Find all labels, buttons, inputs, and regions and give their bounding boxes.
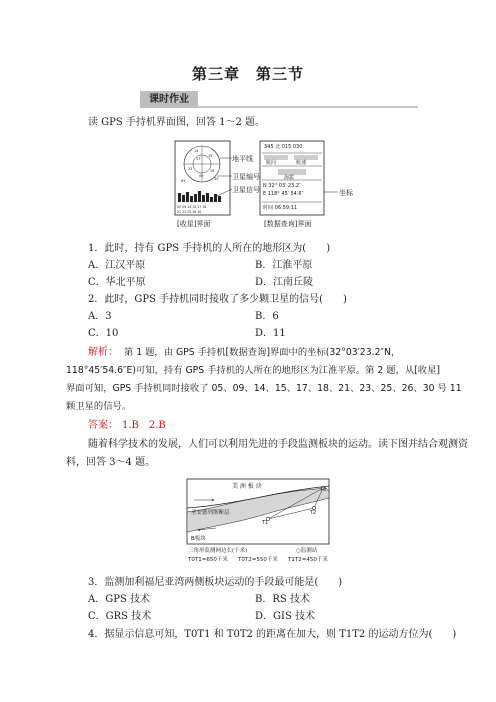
screen-heading-row: 345 北 015 030 <box>264 144 303 150</box>
screen-altitude-label: 海拔 <box>284 175 295 181</box>
intro-text-2b: 料，回答 3～4 题。 <box>66 457 156 468</box>
label-horizon: 地平线 <box>232 155 253 163</box>
label-satellite-signal: 卫星信号 <box>232 186 260 194</box>
svg-text:17: 17 <box>196 157 201 161</box>
plate-bottom-label: B板块 <box>191 536 206 542</box>
q1-stem: 1．此时，持有 GPS 手持机的人所在的地形区为( ) <box>88 243 331 254</box>
plate-top-label: 美 洲 板 块 <box>232 483 262 490</box>
q1-option-d: D．江南丘陵 <box>255 277 314 288</box>
fault-label: 圣安德列斯断层 <box>191 510 230 516</box>
banner-underline <box>198 106 418 108</box>
intro-text-2a: 随着科学技术的发展，人们可以利用先进的手段监测板块的运动。读下图并结合观测资 <box>88 439 468 450</box>
svg-text:14: 14 <box>194 149 199 153</box>
plate-figure <box>186 478 346 570</box>
q2-option-a: A．3 <box>88 311 112 322</box>
section-banner <box>140 91 210 108</box>
measure-t0t1: T0T1=650千米 <box>188 557 228 563</box>
q2-stem: 2．此时，GPS 手持机同时接收了多少颗卫星的信号( ) <box>88 294 347 305</box>
explanation-line-4: 颗卫星的信号。 <box>66 401 132 412</box>
answer-label: 答案： <box>88 420 118 431</box>
q2-option-d: D．11 <box>255 328 286 339</box>
caption-satellite-screen: [收星]界面 <box>177 220 211 228</box>
t1-label: T1 <box>262 520 269 526</box>
svg-text:09: 09 <box>199 174 204 178</box>
explanation-line-2: 118°45′54.6″E)可知，持有 GPS 手持机的人所在的地形区为江淮平原。第 2 题，从[收星] <box>66 365 441 376</box>
screen-latitude: N 32° 03′ 23.2″ <box>263 183 301 189</box>
screen-speed-label: 航速 <box>296 160 307 166</box>
screen-course-label: 航向 <box>266 160 277 166</box>
svg-text:26: 26 <box>210 169 215 173</box>
legend-network: 三角形监测网边长(千米) <box>188 548 248 554</box>
label-coordinates: 坐标 <box>339 189 353 197</box>
t0-label: T0 <box>320 487 327 493</box>
svg-text:30: 30 <box>214 177 219 181</box>
q3-option-a: A．GPS 技术 <box>88 594 150 605</box>
measure-t0t2: T0T2=550千米 <box>238 557 278 563</box>
q3-option-d: D．GIS 技术 <box>255 611 315 622</box>
caption-data-screen: [数据查询]界面 <box>264 220 312 228</box>
intro-text-1: 读 GPS 手持机界面图，回答 1～2 题。 <box>88 117 266 128</box>
q3-option-b: B．RS 技术 <box>255 594 310 605</box>
screen-longitude: E 118° 45′ 54.6″ <box>263 191 304 197</box>
explanation-line-3: 界面可知，GPS 手持机同时接收了 05、09、14、15、17、18、21、23、25、26、30 号 11 <box>66 383 462 394</box>
q1-option-b: B．江淮平原 <box>255 260 313 271</box>
satellite-screen <box>175 141 230 215</box>
legend-station: ○监测站 <box>296 548 318 554</box>
page-title: 第三章 第三节 <box>191 65 304 83</box>
explanation-label: 解析： <box>88 347 118 358</box>
banner-label: 课时作业 <box>140 91 198 108</box>
q2-option-c: C．10 <box>88 328 119 339</box>
svg-text:05: 05 <box>181 179 186 183</box>
label-satellite-id: 卫星编号 <box>232 173 260 181</box>
explanation-line-1: 第 1 题，由 GPS 手持机[数据查询]界面中的坐标(32°03′23.2″N， <box>124 347 401 358</box>
gps-figure <box>172 140 372 236</box>
t2-label: T2 <box>310 510 317 516</box>
svg-text:21 23 25 26 30: 21 23 25 26 30 <box>177 210 202 214</box>
q1-option-a: A．江汉平原 <box>88 260 146 271</box>
q1-option-c: C．华北平原 <box>88 277 146 288</box>
q2-option-b: B．6 <box>255 311 279 322</box>
screen-time: 时间 06:59:11 <box>263 205 298 211</box>
measure-t1t2: T1T2=450千米 <box>288 557 328 563</box>
svg-text:15: 15 <box>208 154 213 158</box>
q3-stem: 3．监测加利福尼亚湾两侧板块运动的手段最可能是( ) <box>88 577 343 588</box>
q4-stem: 4．据显示信息可知，T0T1 和 T0T2 的距离在加大，则 T1T2 的运动方位为( ) <box>88 629 457 640</box>
q3-option-c: C．GRS 技术 <box>88 611 152 622</box>
svg-text:05 09 14 15 17 18: 05 09 14 15 17 18 <box>177 205 207 209</box>
svg-text:21: 21 <box>188 167 193 171</box>
answer-value: 1.B 2.B <box>122 420 166 431</box>
